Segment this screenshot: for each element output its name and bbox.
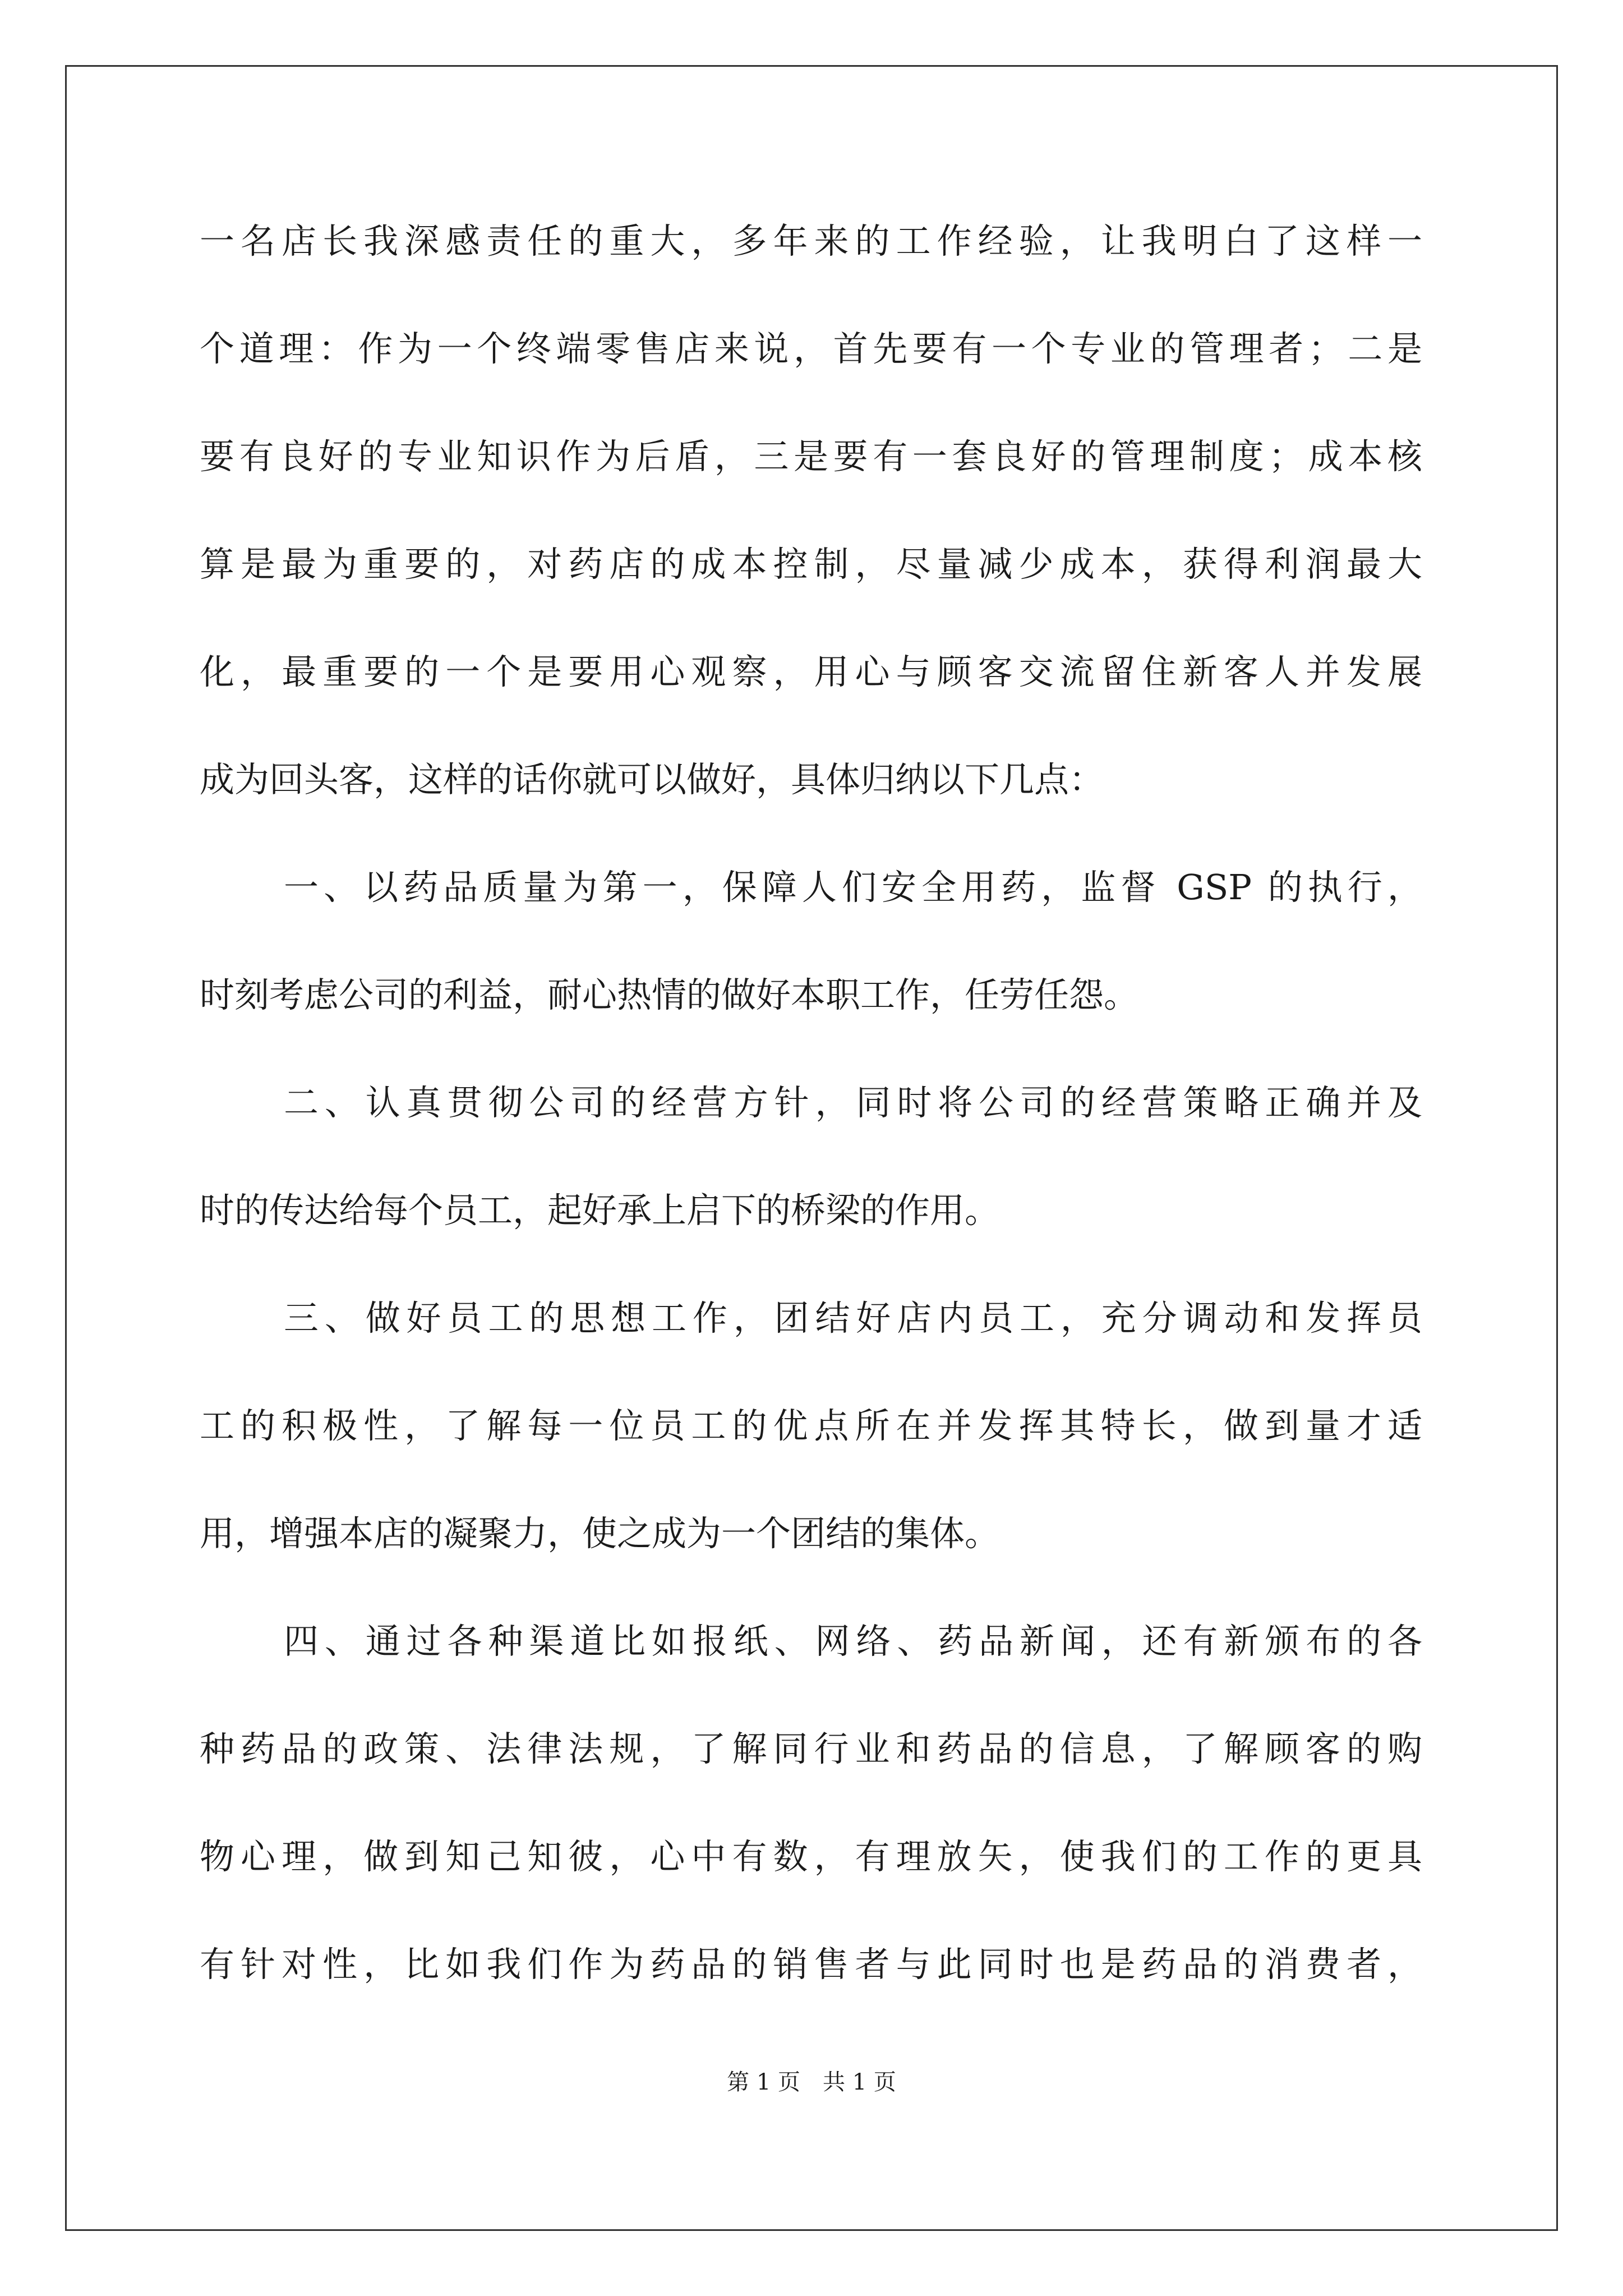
text-line: 有针对性，比如我们作为药品的销售者与此同时也是药品的消费者， bbox=[200, 1944, 1422, 1985]
text-line: 工的积极性，了解每一位员工的优点所在并发挥其特长，做到量才适 bbox=[200, 1405, 1422, 1446]
text-line: 种药品的政策、法律法规，了解同行业和药品的信息，了解顾客的购 bbox=[200, 1728, 1422, 1769]
text-line: 一名店长我深感责任的重大，多年来的工作经验，让我明白了这样一 bbox=[200, 220, 1422, 261]
paragraph-start-line: 三、做好员工的思想工作，团结好店内员工，充分调动和发挥员 bbox=[284, 1297, 1422, 1338]
page-number-footer: 第 1 页 共 1 页 bbox=[727, 2069, 896, 2095]
text-line: 化，最重要的一个是要用心观察，用心与顾客交流留住新客人并发展 bbox=[200, 651, 1422, 692]
text-line: 时的传达给每个员工，起好承上启下的桥梁的作用。 bbox=[200, 1190, 1000, 1231]
text-line: 物心理，做到知己知彼，心中有数，有理放矢，使我们的工作的更具 bbox=[200, 1836, 1422, 1877]
paragraph-start-line: 二、认真贯彻公司的经营方针，同时将公司的经营策略正确并及 bbox=[284, 1082, 1422, 1123]
text-line: 要有良好的专业知识作为后盾，三是要有一套良好的管理制度；成本核 bbox=[200, 436, 1422, 477]
text-line: 个道理：作为一个终端零售店来说，首先要有一个专业的管理者；二是 bbox=[200, 328, 1422, 369]
paragraph-start-line: 一、以药品质量为第一，保障人们安全用药，监督 GSP 的执行， bbox=[284, 867, 1422, 908]
text-line: 用，增强本店的凝聚力，使之成为一个团结的集体。 bbox=[200, 1513, 1000, 1554]
document-body bbox=[200, 208, 1422, 2039]
text-line: 时刻考虑公司的利益，耐心热情的做好本职工作，任劳任怨。 bbox=[200, 974, 1139, 1015]
paragraph-start-line: 四、通过各种渠道比如报纸、网络、药品新闻，还有新颁布的各 bbox=[284, 1621, 1422, 1662]
text-line: 算是最为重要的，对药店的成本控制，尽量减少成本，获得利润最大 bbox=[200, 544, 1422, 585]
text-line: 成为回头客，这样的话你就可以做好，具体归纳以下几点： bbox=[200, 759, 1104, 800]
